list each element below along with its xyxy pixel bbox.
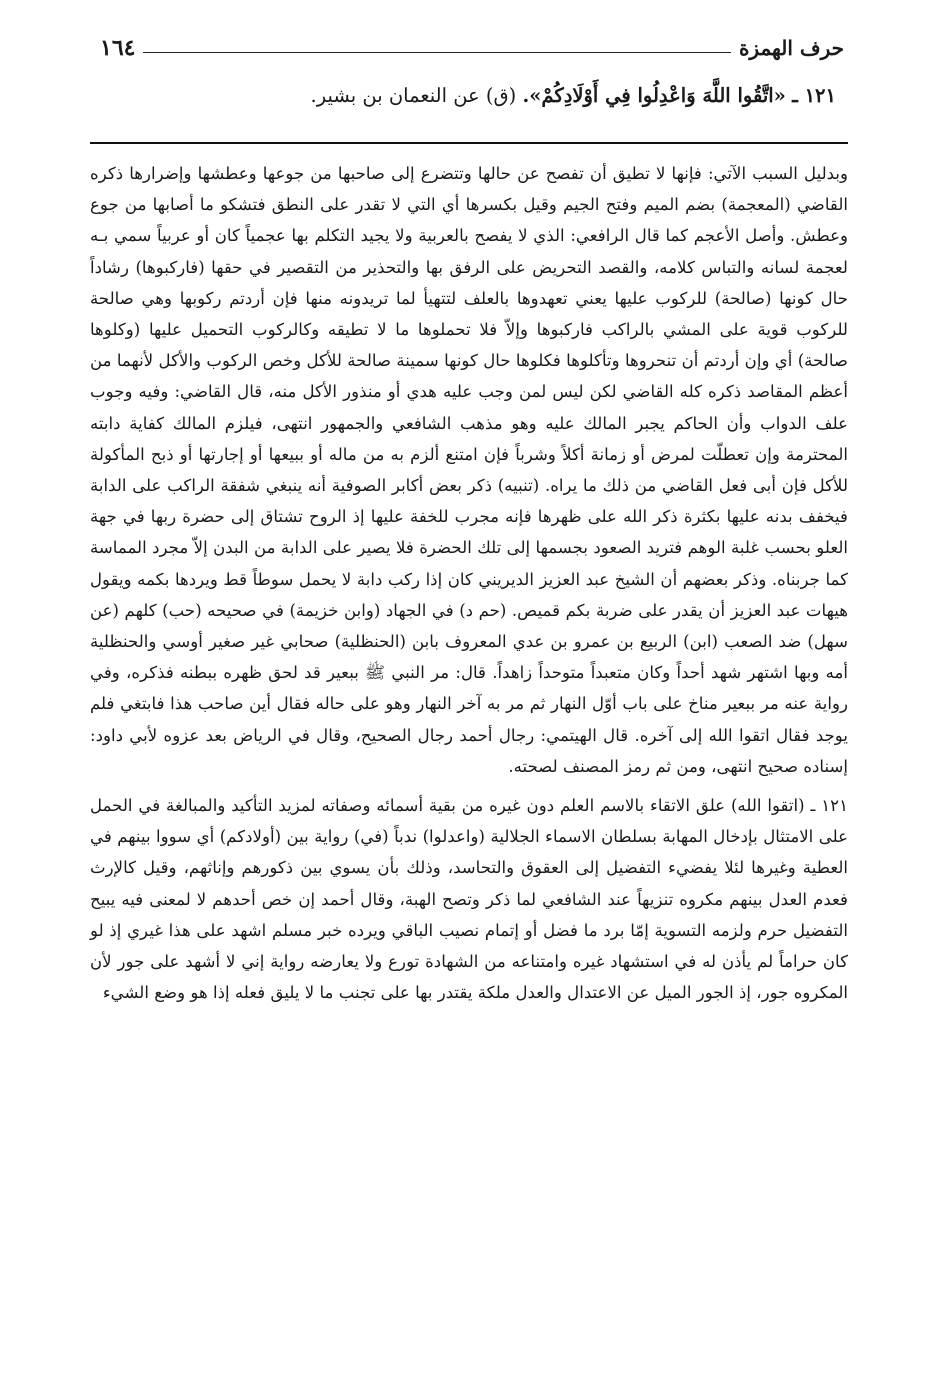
book-page: [90, 28, 848, 1328]
commentary-paragraph-1: وبدليل السبب الآتي: فإنها لا تطيق أن تفصح عن حالها وتتضرع إلى صاحبها من جوعها وعطشها وإضرارها ذكره القاضي (المعجمة) بضم الميم وفتح الجيم وقيل بكسرها أي التي لا تقدر على النطق فتشكو ما أصابها من جوع وعطش. وأصل الأعجم كما قال الرافعي: الذي لا يفصح بالعربية ولا يجيد التكلم بها عجمياً كان أو عربياً سمي بـه لعجمة لسانه والتباس كلامه، والقصد التحريض على الرفق بها والتحذير من التقصير في حقها (فاركبوها) رشاداً حال كونها (صالحة) للركوب عليها يعني تعهدوها بالعلف لتتهيأ لما تريدونه منها فإن أردتم ركوبها وهي صالحة للركوب قوية على المشي بالراكب فاركبوها وإلاّ فلا تحملوها ما لا تطيقه وكالركوب التحميل عليها (وكلوها صالحة) أي وإن أردتم أن تنحروها وتأكلوها فكلوها حال كونها سمينة صالحة للأكل وخص الركوب والأكل لأنهما من أعظم المقاصد ذكره كله القاضي لكن ليس لمن وجب عليه هدي أو منذور الأكل منه، قال القاضي: وفيه وجوب علف الدواب وأن الحاكم يجبر المالك عليه وهو مذهب الشافعي والجمهور انتهى، فيلزم المالك كفاية دابته المحترمة وإن تعطلّت لمرض أو زمانة أكلاً وشرباً فإن امتنع ألزم به من ماله أو ببيعها أو إجارتها أو ذبح المأكولة للأكل فإن أبى فعل القاضي من ذلك ما يراه. (تنبيه) ذكر بعض أكابر الصوفية أنه ينبغي شفقة الراكب على الدابة فيخفف بدنه عليها بكثرة ذكر الله على ظهرها فإنه مجرب للخفة عليها إذ الروح تشتاق إلى حضرة ربها في جهة العلو بحسب غلبة الوهم فتريد الصعود بجسمها إلى تلك الحضرة فلا يصير على الدابة من البدن إلاّ مجرد المماسة كما جربناه. وذكر بعضهم أن الشيخ عبد العزيز الديريني كان إذا ركب دابة لا يحمل سوطاً قط ويردها بكمه ويقول هيهات عبد العزيز أن يقدر على ضربة بكم قميص. (حم د) في الجهاد (وابن خزيمة) في صحيحه (حب) كلهم (عن سهل) ضد الصعب (ابن) الربيع بن عمرو بن عدي المعروف بابن (الحنظلية) صحابي غير صغير أوسي والحنظلية أمه وبها اشتهر شهد أحداً وكان متعبداً متوحداً زاهداً. قال: مر النبي ﷺ ببعير قد لحق ظهره ببطنه فذكره، وفي رواية عنه مر ببعير مناخ على باب أوّل النهار ثم مر به آخر النهار وهو على حاله فقال أين صاحب هذا فابتغي فلم يوجد فقال اتقوا الله إلى آخره. قال الهيتمي: رجال أحمد رجال الصحيح، وقال في الرياض بعد عزوه لأبي داود: إسناده صحيح انتهى، ومن ثم رمز المصنف لصحته.: [90, 164, 848, 776]
chapter-title: حرف الهمزة: [738, 36, 844, 60]
section-separator: [90, 142, 848, 144]
hadith-source: (ق) عن النعمان بن بشير.: [310, 84, 517, 107]
commentary-paragraph-2: ١٢١ ـ (اتقوا الله) علق الاتقاء بالاسم العلم دون غيره من بقية أسمائه وصفاته لمزيد التأكيد والمبالغة في الحمل على الامتثال بإدخال المهابة بسلطان الاسماء الجلالية (واعدلوا) ندباً (في) رواية بين (أولادكم) أي سووا بينهم في العطية وغيرها لئلا يفضيء التفضيل إلى العقوق والتحاسد، وذلك بأن يسوي بين ذكورهم وإناثهم، وقيل كالإرث فعدم العدل بينهم مكروه تنزيهاً عند الشافعي لما ذكر وتصح الهبة، وقال أحمد إن خص أحدهم لا لمعنى فيه يبيح التفضيل حرم ولزمه التسوية إمّا برد ما فضل أو إتمام نصيب الباقي ويرده خبر مسلم اشهد على هذا غيري إذ لو كان حراماً لم يأذن له في استشهاد غيره وامتناعه من الشهادة تورع ولا يعارضه رواية إني لا أشهد على جور لأن المكروه جور، إذ الجور الميل عن الاعتدال والعدل ملكة يقتدر بها على تجنب ما لا يليق فعله إذا هو وضع الشيء: [90, 796, 848, 1003]
page-number: ١٦٤: [100, 35, 136, 61]
hadith-text: «اتَّقُوا اللَّهَ وَاعْدِلُوا فِي أَوْلَادِكُمْ».: [522, 84, 786, 107]
page-header: [90, 28, 848, 68]
commentary-section: [90, 158, 848, 1008]
hadith-line: [90, 82, 848, 132]
header-rule: [143, 52, 731, 53]
hadith-number: ١٢١ ـ: [792, 84, 836, 107]
